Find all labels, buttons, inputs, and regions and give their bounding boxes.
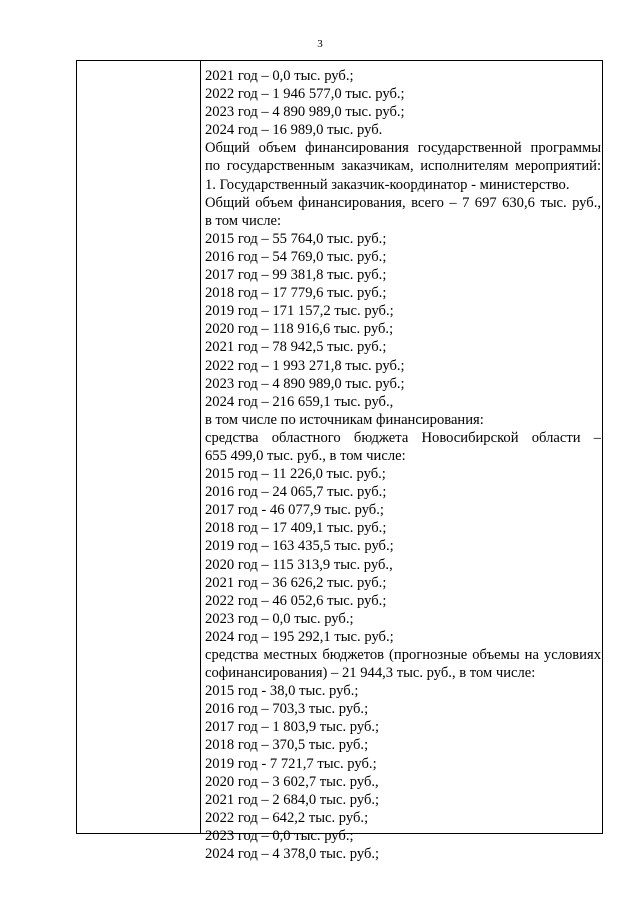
text-line: 655 499,0 тыс. руб., в том числе: <box>205 447 406 464</box>
text-line: 2016 год – 54 769,0 тыс. руб.; <box>205 248 387 265</box>
text-line: 2016 год – 24 065,7 тыс. руб.; <box>205 484 387 501</box>
text-line: средства местных бюджетов (прогнозные объемы на условиях <box>205 647 601 663</box>
text-line: Общий объем финансирования, всего – 7 697 630,6 тыс. руб., <box>205 194 601 211</box>
text-line: 1. Государственный заказчик-координатор - министерство. <box>205 176 570 193</box>
text-line: 2024 год – 4 378,0 тыс. руб.; <box>205 846 380 863</box>
page-number: 3 <box>317 38 323 50</box>
text-line: 2018 год – 370,5 тыс. руб.; <box>205 737 369 754</box>
text-line: 2015 год – 55 764,0 тыс. руб.; <box>205 230 387 247</box>
text-line: 2022 год – 1 946 577,0 тыс. руб.; <box>205 86 405 103</box>
text-line: 2021 год – 78 942,5 тыс. руб.; <box>205 339 387 356</box>
text-line: Общий объем финансирования государственной программы <box>205 140 601 157</box>
text-line: средства областного бюджета Новосибирской области – <box>205 429 601 446</box>
text-line: 2018 год – 17 409,1 тыс. руб.; <box>205 520 387 537</box>
text-line: по государственным заказчикам, исполнителям мероприятий: <box>205 158 601 175</box>
text-line: 2023 год – 0,0 тыс. руб.; <box>205 827 354 844</box>
text-line: 2020 год – 115 313,9 тыс. руб., <box>205 556 393 573</box>
text-line: 2020 год – 118 916,6 тыс. руб.; <box>205 321 394 338</box>
text-line: 2023 год – 4 890 989,0 тыс. руб.; <box>205 104 405 121</box>
text-line: 2023 год – 4 890 989,0 тыс. руб.; <box>205 375 405 392</box>
text-line: 2021 год – 0,0 тыс. руб.; <box>205 68 354 84</box>
text-line: 2024 год – 216 659,1 тыс. руб., <box>205 393 394 410</box>
text-line: в том числе по источникам финансирования: <box>205 411 484 428</box>
text-line: 2019 год – 163 435,5 тыс. руб.; <box>205 538 394 555</box>
text-line: 2018 год – 17 779,6 тыс. руб.; <box>205 285 387 302</box>
text-line: в том числе: <box>205 212 282 229</box>
text-line: 2023 год – 0,0 тыс. руб.; <box>205 610 354 627</box>
text-line: 2019 год - 7 721,7 тыс. руб.; <box>205 755 377 772</box>
text-line: 2021 год – 36 626,2 тыс. руб.; <box>205 574 387 591</box>
text-line: 2017 год - 46 077,9 тыс. руб.; <box>205 502 384 519</box>
text-line: 2017 год – 99 381,8 тыс. руб.; <box>205 267 387 284</box>
text-line: 2022 год – 1 993 271,8 тыс. руб.; <box>205 357 405 374</box>
text-line: 2024 год – 16 989,0 тыс. руб. <box>205 122 383 139</box>
text-line: 2024 год – 195 292,1 тыс. руб.; <box>205 628 394 645</box>
table-right-cell <box>205 67 601 863</box>
text-line: 2021 год – 2 684,0 тыс. руб.; <box>205 791 380 808</box>
text-line: софинансирования) – 21 944,3 тыс. руб., в том числе: <box>205 665 536 682</box>
text-line: 2017 год – 1 803,9 тыс. руб.; <box>205 719 380 736</box>
table-left-cell <box>77 61 200 833</box>
column-divider <box>200 61 201 833</box>
financing-table <box>76 60 603 863</box>
text-line: 2015 год – 11 226,0 тыс. руб.; <box>205 466 386 483</box>
text-line: 2016 год – 703,3 тыс. руб.; <box>205 701 369 718</box>
text-line: 2022 год – 46 052,6 тыс. руб.; <box>205 592 387 609</box>
text-line: 2019 год – 171 157,2 тыс. руб.; <box>205 303 394 320</box>
text-line: 2022 год – 642,2 тыс. руб.; <box>205 809 369 826</box>
text-line: 2020 год – 3 602,7 тыс. руб., <box>205 773 379 790</box>
text-line: 2015 год - 38,0 тыс. руб.; <box>205 683 359 700</box>
